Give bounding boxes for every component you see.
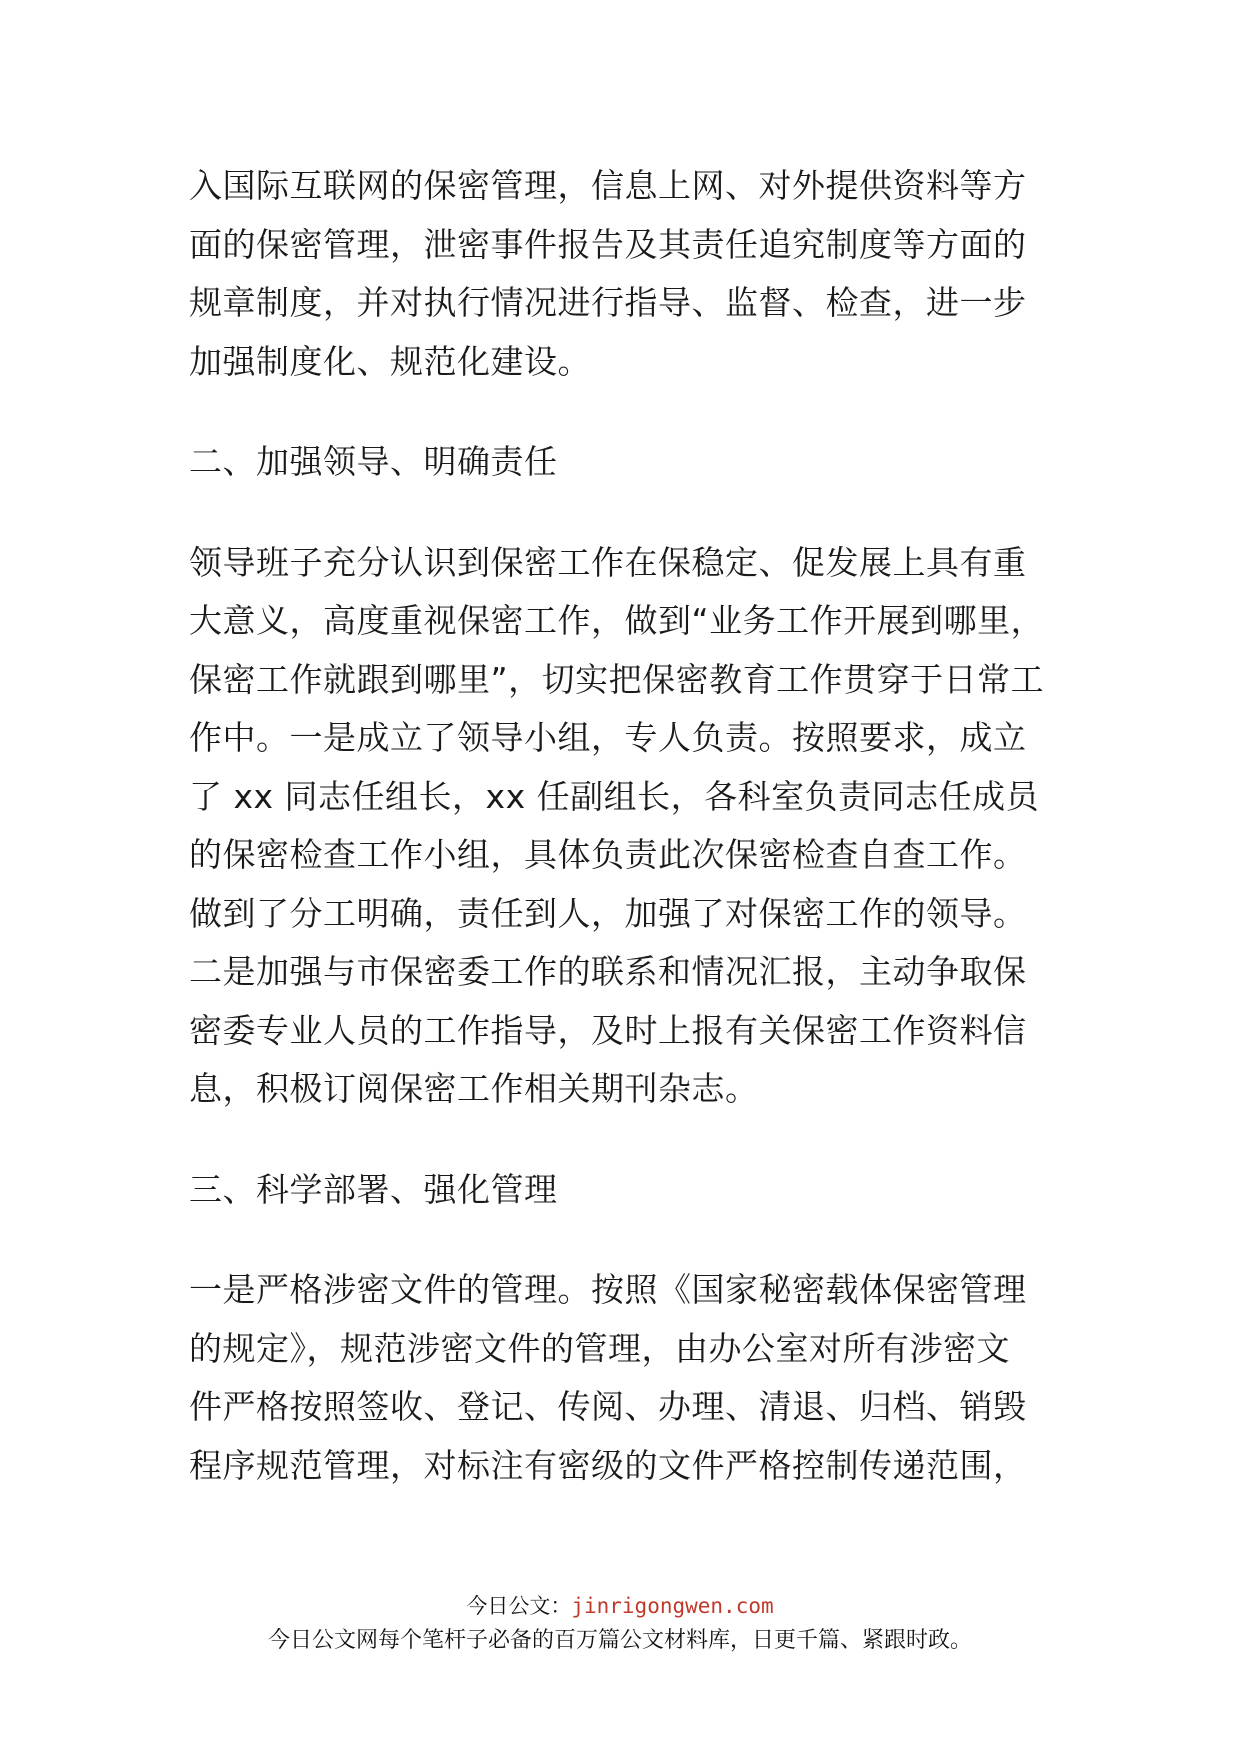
paragraph [189, 157, 1049, 391]
section-heading [189, 1161, 1049, 1220]
text-line: 件严格按照签收、登记、传阅、办理、清退、归档、销毁 [189, 1387, 1027, 1426]
footer-source-label: 今日公文： [466, 1594, 572, 1618]
text-line: 作中。一是成立了领导小组，专人负责。按照要求，成立 [189, 718, 1027, 757]
text-line: 了 xx 同志任组长，xx 任副组长，各科室负责同志任成员 [189, 776, 1040, 816]
text-line: 二是加强与市保密委工作的联系和情况汇报，主动争取保 [189, 952, 1027, 991]
footer-source [0, 1592, 1240, 1620]
text-line: 保密工作就跟到哪里”，切实把保密教育工作贯穿于日常工 [189, 659, 1045, 699]
text-line: 入国际互联网的保密管理，信息上网、对外提供资料等方 [189, 166, 1027, 205]
section-heading-text: 二、加强领导、明确责任 [189, 442, 558, 481]
footer-slogan: 今日公文网每个笔杆子必备的百万篇公文材料库，日更千篇、紧跟时政。 [267, 1628, 972, 1653]
text-line: 一是严格涉密文件的管理。按照《国家秘密载体保密管理 [189, 1270, 1027, 1309]
text-line: 加强制度化、规范化建设。 [189, 341, 591, 381]
text-line: 大意义，高度重视保密工作，做到“业务工作开展到哪里， [189, 601, 1045, 640]
text-line: 息，积极订阅保密工作相关期刊杂志。 [189, 1069, 759, 1108]
text-line: 面的保密管理，泄密事件报告及其责任追究制度等方面的 [189, 224, 1027, 264]
paragraph [189, 534, 1049, 1119]
footer-source-link[interactable]: jinrigongwen.com [571, 1594, 774, 1618]
text-line: 领导班子充分认识到保密工作在保稳定、促发展上具有重 [189, 542, 1027, 582]
section-heading-text: 三、科学部署、强化管理 [189, 1169, 558, 1209]
text-line: 的保密检查工作小组，具体负责此次保密检查自查工作。 [189, 835, 1027, 874]
paragraph [189, 1261, 1049, 1495]
text-line: 的规定》，规范涉密文件的管理，由办公室对所有涉密文 [189, 1328, 1010, 1368]
text-line: 密委专业人员的工作指导，及时上报有关保密工作资料信 [189, 1010, 1027, 1050]
text-line: 程序规范管理，对标注有密级的文件严格控制传递范围， [189, 1445, 1027, 1485]
section-heading [189, 433, 1049, 492]
text-line: 规章制度，并对执行情况进行指导、监督、检查，进一步 [189, 283, 1027, 322]
document-body [189, 157, 1049, 1495]
text-line: 做到了分工明确，责任到人，加强了对保密工作的领导。 [189, 893, 1027, 933]
